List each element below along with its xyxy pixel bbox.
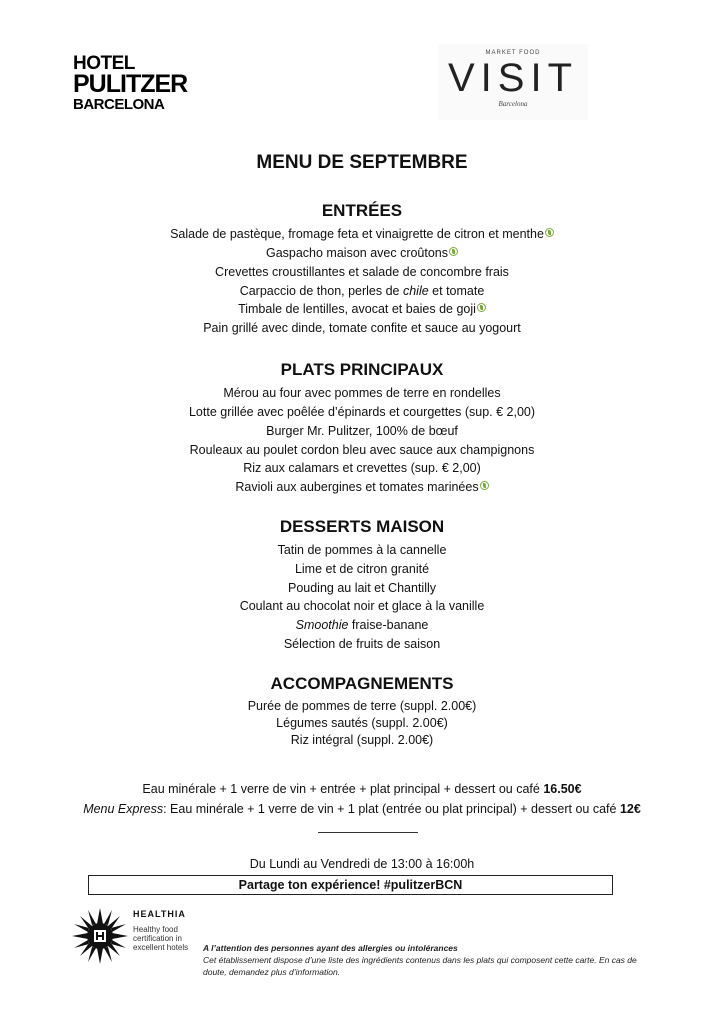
menu-item: Pouding au lait et Chantilly — [287, 581, 436, 595]
allergy-body: Cet établissement dispose d’une liste des ingrédients contenus dans les plats qui composent cette carte. En cas de doute, demandez plus d’information. — [203, 955, 637, 977]
menu-item: Gaspacho maison avec croûtons — [0, 246, 724, 260]
price-value: 16.50€ — [543, 782, 582, 796]
section-title-desserts: DESSERTS MAISON — [279, 517, 445, 536]
divider — [318, 832, 418, 833]
healthia-logo-text — [133, 909, 193, 952]
visit-city: Barcelona — [498, 100, 528, 108]
menu-item: Lotte grillée avec poêlée d’épinards et courgettes (sup. € 2,00) — [188, 405, 536, 419]
menu-title: MENU DE SEPTEMBRE — [256, 152, 468, 173]
vegetarian-leaf-icon — [480, 481, 489, 490]
healthia-name: HEALTHIA — [133, 909, 186, 919]
healthia-sun-logo-icon — [70, 906, 130, 966]
price-full-menu: Eau minérale + 1 verre de vin + entrée + plat principal + dessert ou café 16.50€ — [142, 782, 582, 796]
section-title-plats-principaux: PLATS PRINCIPAUX — [280, 360, 444, 379]
menu-item: Coulant au chocolat noir et glace à la vanille — [239, 599, 485, 613]
menu-item: Sélection de fruits de saison — [283, 637, 441, 651]
menu-item: Riz aux calamars et crevettes (sup. € 2,00) — [243, 461, 481, 475]
menu-item: Rouleaux au poulet cordon bleu avec sauce aux champignons — [189, 443, 535, 457]
visit-tagline: MARKET FOOD — [485, 50, 541, 56]
menu-item: Purée de pommes de terre (suppl. 2.00€) — [247, 699, 477, 713]
menu-item: Crevettes croustillantes et salade de concombre frais — [215, 265, 509, 279]
opening-hours: Du Lundi au Vendredi de 13:00 à 16:00h — [249, 857, 475, 871]
price-value: 12€ — [619, 802, 641, 816]
menu-item: Mérou au four avec pommes de terre en rondelles — [223, 386, 501, 400]
healthia-subtitle: Healthy food certification in excellent hotels — [133, 925, 189, 952]
menu-item: Lime et de citron granité — [294, 562, 430, 576]
allergy-heading: A l’attention des personnes ayant des allergies ou intolérances — [203, 943, 458, 953]
logo-line-hotel: HOTEL — [73, 53, 135, 74]
menu-item: Burger Mr. Pulitzer, 100% de bœuf — [266, 424, 458, 438]
menu-item: Smoothie fraise-banane — [295, 618, 429, 632]
hotel-pulitzer-logo — [73, 54, 203, 112]
menu-item: Carpaccio de thon, perles de chile et tomate — [239, 284, 485, 298]
section-title-entrees: ENTRÉES — [321, 201, 403, 220]
vegetarian-leaf-icon — [545, 228, 554, 237]
menu-item: Pain grillé avec dinde, tomate confite et sauce au yogourt — [203, 321, 521, 335]
menu-item: Légumes sautés (suppl. 2.00€) — [276, 716, 448, 730]
price-express-menu: Menu Express: Eau minérale + 1 verre de vin + 1 plat (entrée ou plat principal) + dessert ou café 12€ — [83, 802, 641, 816]
menu-item: Salade de pastèque, fromage feta et vinaigrette de citron et menthe — [0, 227, 724, 241]
vegetarian-leaf-icon — [449, 247, 458, 256]
menu-item: Riz intégral (suppl. 2.00€) — [290, 733, 434, 747]
visit-name: VISIT — [447, 56, 579, 100]
logo-line-barcelona: BARCELONA — [73, 96, 165, 113]
visit-market-food-logo — [438, 44, 588, 120]
menu-item: Tatin de pommes à la cannelle — [277, 543, 447, 557]
menu-item: Ravioli aux aubergines et tomates marinées — [0, 480, 724, 494]
allergy-notice — [203, 942, 653, 978]
vegetarian-leaf-icon — [477, 303, 486, 312]
menu-item: Timbale de lentilles, avocat et baies de goji — [0, 302, 724, 316]
section-title-accompagnements: ACCOMPAGNEMENTS — [270, 674, 454, 693]
share-hashtag-box: Partage ton expérience! #pulitzerBCN — [88, 875, 613, 895]
logo-line-pulitzer: PULITZER — [73, 70, 188, 98]
